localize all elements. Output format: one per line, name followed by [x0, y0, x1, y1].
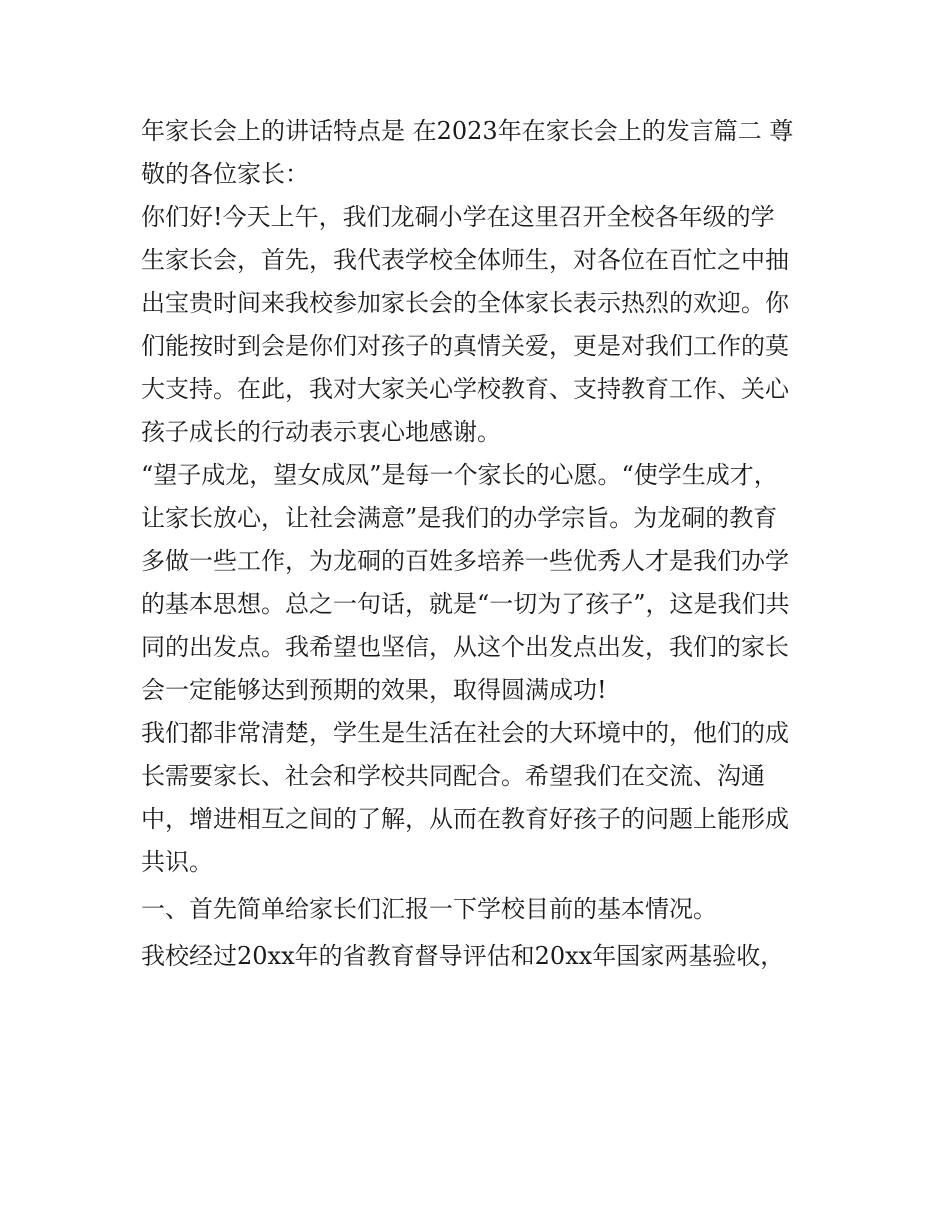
text-line: 长需要家长、社会和学校共同配合。希望我们在交流、沟通 [141, 762, 765, 790]
text-line: 生家长会，首先，我代表学校全体师生，对各位在百忙之中抽 [141, 246, 789, 274]
text-line: “望子成龙，望女成凤”是每一个家长的心愿。“使学生成才， [141, 461, 778, 489]
text-line: 大支持。在此，我对大家关心学校教育、支持教育工作、关心 [141, 375, 789, 403]
text-line: 出宝贵时间来我校参加家长会的全体家长表示热烈的欢迎。你 [141, 289, 789, 317]
text-line: 多做一些工作，为龙硐的百姓多培养一些优秀人才是我们办学 [141, 547, 789, 575]
text-line: 你们好!今天上午，我们龙硐小学在这里召开全校各年级的学 [141, 203, 775, 231]
text-line: 同的出发点。我希望也坚信，从这个出发点出发，我们的家长 [141, 633, 789, 661]
text-line: 中，增进相互之间的了解，从而在教育好孩子的问题上能形成 [141, 805, 789, 833]
text-line: 敬的各位家长： [141, 160, 309, 188]
text-line: 的基本思想。总之一句话，就是“一切为了孩子”，这是我们共 [141, 590, 790, 618]
text-line: 我们都非常清楚，学生是生活在社会的大环境中的，他们的成 [141, 719, 789, 747]
text-line: 一、首先简单给家长们汇报一下学校目前的基本情况。 [141, 895, 717, 923]
text-line: 共识。 [141, 848, 213, 876]
text-line: 我校经过20xx年的省教育督导评估和20xx年国家两基验收， [141, 942, 785, 970]
text-line: 们能按时到会是你们对孩子的真情关爱，更是对我们工作的莫 [141, 332, 789, 360]
text-line: 会一定能够达到预期的效果，取得圆满成功! [141, 676, 607, 704]
text-line: 年家长会上的讲话特点是 在2023年在家长会上的发言篇二 尊 [141, 117, 794, 145]
text-line: 孩子成长的行动表示衷心地感谢。 [141, 418, 501, 446]
text-line: 让家长放心，让社会满意”是我们的办学宗旨。为龙硐的教育 [141, 504, 778, 532]
document-body [141, 110, 821, 978]
